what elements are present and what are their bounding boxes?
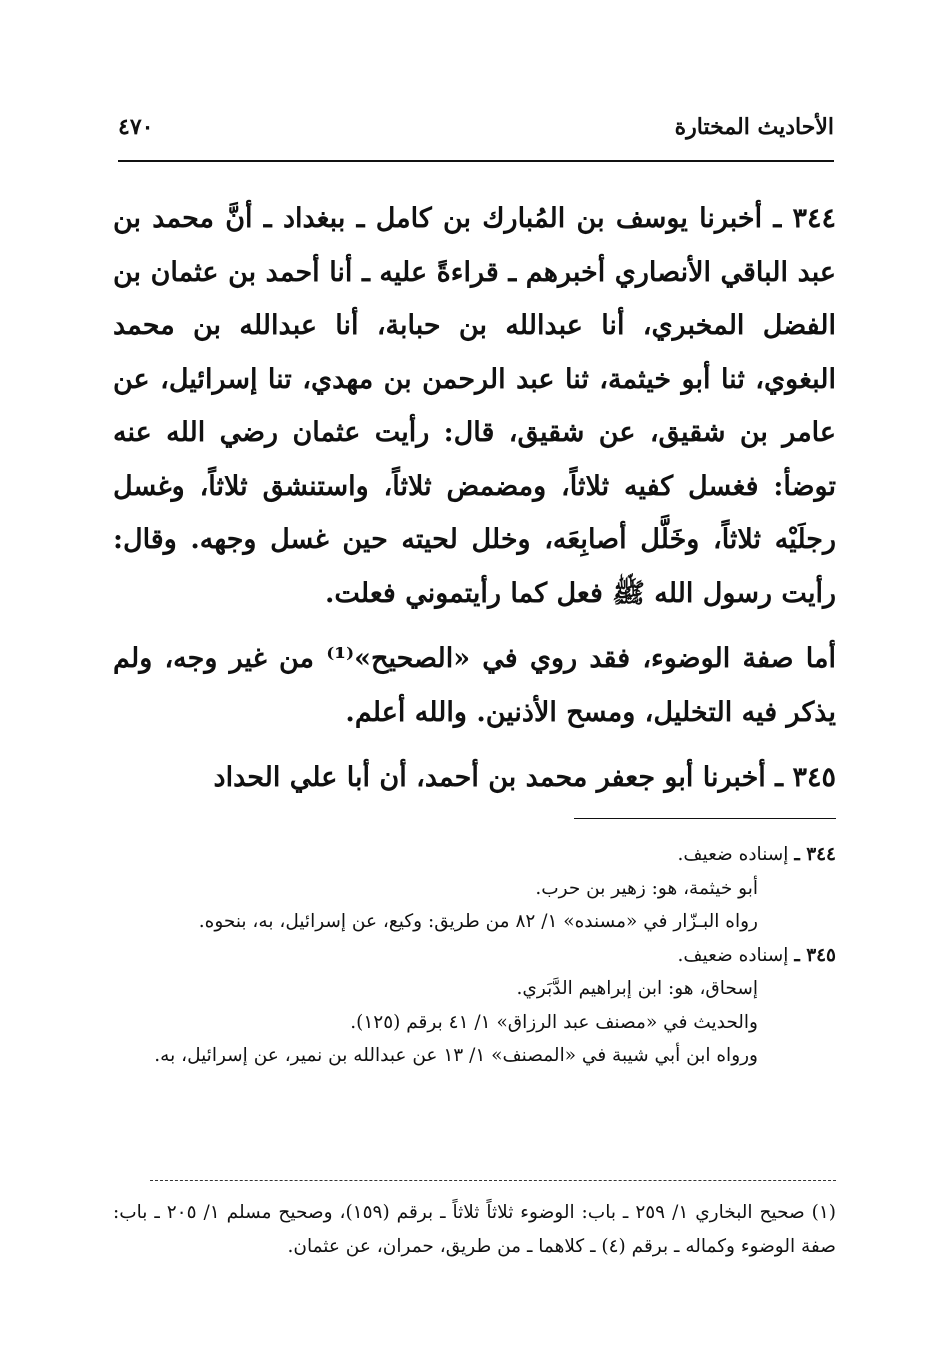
running-header xyxy=(118,108,834,148)
hadith-344-paragraph: ٣٤٤ ـ أخبرنا يوسف بن المُبارك بن كامل ـ ببغداد ـ أنَّ محمد بن عبد الباقي الأنصاري أخبرهم ـ قراءةً عليه ـ أنا أحمد بن عثمان بن الفضل المخبري، أنا عبدالله بن حبابة، أنا عبدالله بن محمد البغوي، ثنا أبو خيثمة، ثنا عبد الرحمن بن مهدي، تنا إسرائيل، عن عامر بن شقيق، عن شقيق، قال: رأيت عثمان رضي الله عنه توضأ: فغسل كفيه ثلاثاً، ومضمض ثلاثاً، واستنشق ثلاثاً، وغسل رجلَيْه ثلاثاً، وخَلَّل أصابِعَه، وخلل لحيته حين غسل وجهه. وقال: رأيت رسول الله ﷺ فعل كما رأيتموني فعلت. xyxy=(113,203,836,609)
note-344-line: أبو خيثمة، هو: زهير بن حرب. xyxy=(535,877,758,899)
footnote-divider xyxy=(150,1180,836,1181)
note-345-status: إسناده ضعيف. xyxy=(677,944,789,966)
note-345-number: ٣٤٥ ـ xyxy=(794,944,836,966)
note-344-number: ٣٤٤ ـ xyxy=(794,844,836,865)
note-345-line: ورواه ابن أبي شيبة في «المصنف» ١/ ١٣ عن عبدالله بن نمير، عن إسرائيل، به. xyxy=(154,1045,758,1066)
takhrij-notes xyxy=(113,838,836,1073)
note-344-status: إسناده ضعيف. xyxy=(677,844,789,865)
notes-divider xyxy=(574,818,836,819)
page-number: ٤٧٠ xyxy=(118,114,154,140)
note-345-line: والحديث في «مصنف عبد الرزاق» ١/ ٤١ برقم (١٢٥). xyxy=(350,1011,758,1033)
book-title: الأحاديث المختارة xyxy=(674,114,834,140)
note-345-line: إسحاق، هو: ابن إبراهيم الدَّبَري. xyxy=(516,978,758,999)
note-344-heading xyxy=(113,838,836,872)
main-text xyxy=(113,192,836,805)
hadith-345-paragraph: ٣٤٥ ـ أخبرنا أبو جعفر محمد بن أحمد، أن أبا علي الحداد xyxy=(213,762,836,793)
header-divider xyxy=(118,160,834,162)
note-344-line: رواه البـزّار في «مسنده» ١/ ٨٢ من طريق: وكيع، عن إسرائيل، به، بنحوه. xyxy=(198,911,758,932)
note-345-heading xyxy=(113,939,836,973)
footnote-1: (١) صحيح البخاري ١/ ٢٥٩ ـ باب: الوضوء ثلاثاً ثلاثاً ـ برقم (١٥٩)، وصحيح مسلم ١/ ٢٠٥ ـ باب: صفة الوضوء وكماله ـ برقم (٤) ـ كلاهما ـ من طريق، حمران، عن عثمان. xyxy=(113,1202,836,1257)
footnotes xyxy=(113,1196,836,1263)
commentary-paragraph: أما صفة الوضوء، فقد روي في «الصحيح»⁽¹⁾ من غير وجه، ولم يذكر فيه التخليل، ومسح الأذنين. والله أعلم. xyxy=(113,643,836,728)
